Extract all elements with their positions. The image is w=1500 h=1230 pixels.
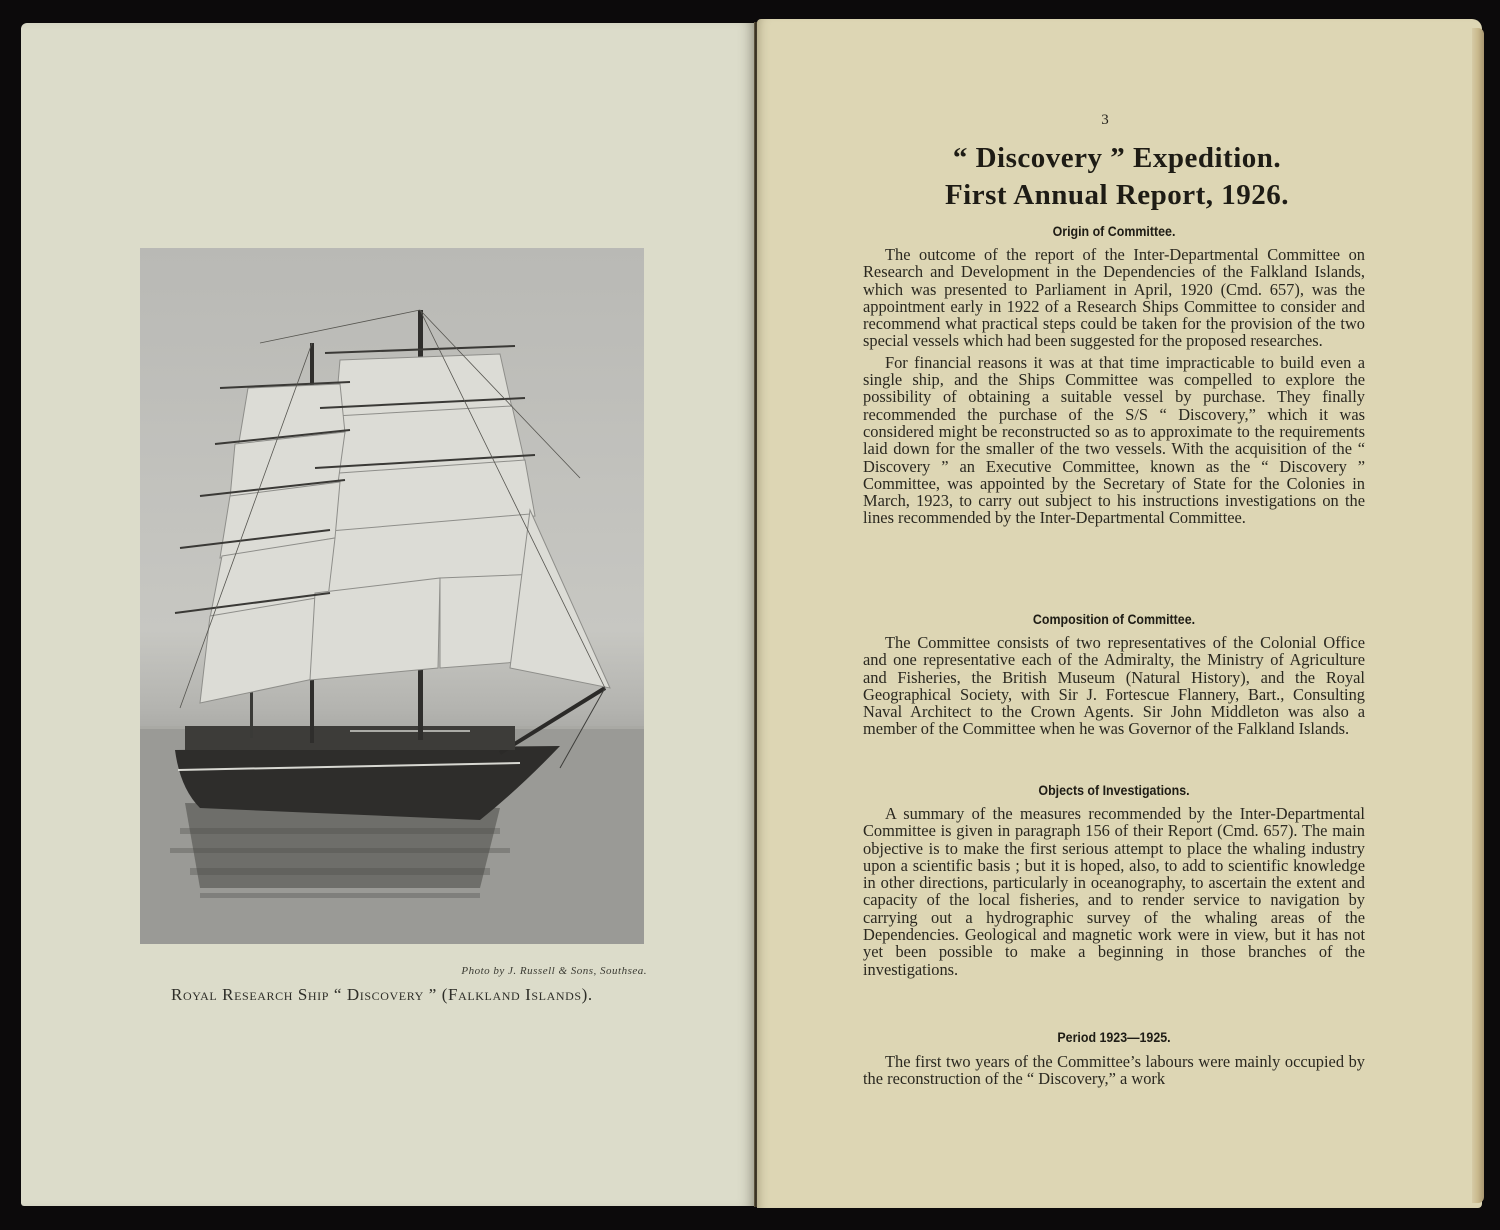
paragraph: The outcome of the report of the Inter-Departmental Committee on Research and Development in the Dependencies of the Falkland Islands, which was presented to Parliament in April, 1920 (Cmd. 657), was the appointment early in 1922 of a Research Ships Committee to consider and recommend what practical steps could be taken for the provision of the two special vessels which had been suggested for the proposed researches.: [863, 245, 1365, 351]
title-line-2: First Annual Report, 1926.: [944, 179, 1290, 211]
paragraph: For financial reasons it was at that time impracticable to build even a single ship, and the Ships Committee was compelled to explore the possibility of obtaining a suitable vessel by purchase. They finally recommended the purchase of the S/S “ Discovery,” which it was considered might be reconstructed so as to approximate to the requirements laid down for the smaller of the two vessels. With the acquisition of the “ Discovery ” an Executive Committee, known as the “ Discovery ” Committee, was appointed by the Secretary of State for the Colonies in March, 1923, to carry out subject to his instructions investigations on the lines recommended by the Inter-Departmental Committee.: [863, 352, 1365, 528]
section-heading-period: Period 1923—1925.: [1057, 1030, 1171, 1045]
paragraph: A summary of the measures recommended by the Inter-Departmental Committee is given in paragraph 156 of their Report (Cmd. 657). The main objective is to make the first serious attempt to place the whaling industry upon a scientific basis ; but it is hoped, also, to add to scientific knowledge in other directions, particularly in oceanography, to ascertain the extent and capacity of the local fisheries, and to render service to navigation by carrying out a hydrographic survey of the whaling areas of the Dependencies. Geological and magnetic work were in view, but it has not yet been possible to make a beginning in those branches of the investigations.: [863, 804, 1365, 979]
sailing-ship-illustration: [140, 248, 644, 944]
ship-photograph: [140, 248, 644, 944]
paragraph: The first two years of the Committee’s labours were mainly occupied by the reconstruction of the “ Discovery,” a work: [863, 1052, 1365, 1089]
section-heading-composition: Composition of Committee.: [1032, 612, 1196, 627]
section-body-composition: [863, 634, 1365, 738]
section-body-objects: [863, 805, 1365, 978]
section-body-period: [863, 1053, 1365, 1088]
photo-caption: Royal Research Ship “ Discovery ” (Falkland Islands).: [171, 985, 593, 1004]
paragraph: The Committee consists of two representatives of the Colonial Office and one representative each of the Admiralty, the Ministry of Agriculture and Fisheries, the British Museum (Natural History), and the Royal Geographical Society, with Sir J. Fortescue Flannery, Bart., Consulting Naval Architect to the Crown Agents. Sir John Middleton was also a member of the Committee when he was Governor of the Falkland Islands.: [863, 633, 1365, 739]
page-edge: [1472, 28, 1484, 1203]
page-number: 3: [1101, 112, 1109, 128]
section-heading-origin: Origin of Committee.: [1052, 224, 1176, 239]
title-line-1: “ Discovery ” Expedition.: [952, 142, 1282, 174]
left-page: [21, 23, 757, 1206]
section-heading-objects: Objects of Investigations.: [1038, 783, 1190, 798]
document-title: [862, 140, 1372, 214]
photo-credit: Photo by J. Russell & Sons, Southsea.: [461, 965, 647, 977]
section-body-origin: [863, 246, 1365, 527]
